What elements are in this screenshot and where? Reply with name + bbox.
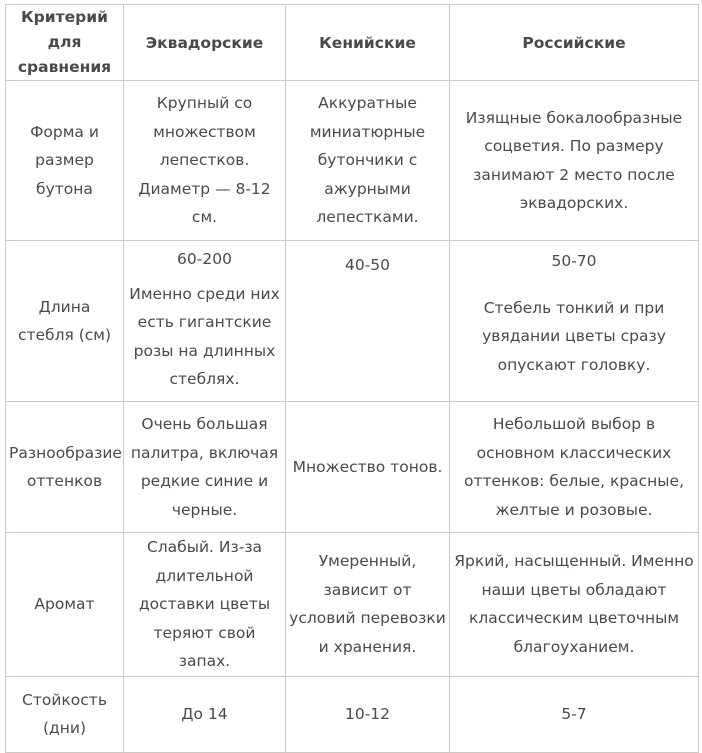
table-row-bud-shape xyxy=(6,81,699,241)
cell-kenya: Множество тонов. xyxy=(286,402,450,533)
comparison-table-wrapper xyxy=(5,4,698,740)
stem-note: Стебель тонкий и при увядании цветы сразу опускают головку. xyxy=(482,298,666,374)
table-row-durability xyxy=(6,676,699,752)
cell-russia: Небольшой выбор в основном классических оттенков: белые, красные, желтые и розовые. xyxy=(450,402,699,533)
cell-ecuador: До 14 xyxy=(124,676,286,752)
cell-ecuador: Крупный со множеством лепестков. Диаметр — 8-12 см. xyxy=(124,81,286,241)
cell-kenya xyxy=(286,241,450,402)
row-label: Стойкость (дни) xyxy=(6,676,124,752)
cell-kenya: Аккуратные миниатюрные бутончики с ажурными лепестками. xyxy=(286,81,450,241)
cell-kenya: 10-12 xyxy=(286,676,450,752)
cell-ecuador: Слабый. Из-за длительной доставки цветы теряют свой запах. xyxy=(124,533,286,677)
row-label: Длина стебля (см) xyxy=(6,241,124,402)
header-kenya: Кенийские xyxy=(286,5,450,81)
cell-russia xyxy=(450,241,699,402)
cell-russia: 5-7 xyxy=(450,676,699,752)
cell-russia: Яркий, насыщенный. Именно наши цветы обладают классическим цветочным благоуханием. xyxy=(450,533,699,677)
cell-ecuador: Очень большая палитра, включая редкие синие и черные. xyxy=(124,402,286,533)
rose-comparison-table xyxy=(5,4,699,753)
header-row xyxy=(6,5,699,81)
table-row-stem-length xyxy=(6,241,699,402)
table-row-color-variety xyxy=(6,402,699,533)
table-row-aroma xyxy=(6,533,699,677)
header-ecuador: Эквадорские xyxy=(124,5,286,81)
row-label: Разнообразие оттенков xyxy=(6,402,124,533)
header-russia: Российские xyxy=(450,5,699,81)
stem-value: 60-200 xyxy=(177,250,232,268)
cell-kenya: Умеренный, зависит от условий перевозки и хранения. xyxy=(286,533,450,677)
row-label: Аромат xyxy=(6,533,124,677)
stem-note: Именно среди них есть гигантские розы на длинных стеблях. xyxy=(129,284,280,388)
row-label: Форма и размер бутона xyxy=(6,81,124,241)
stem-value: 40-50 xyxy=(344,256,391,274)
cell-russia: Изящные бокалообразные соцветия. По размеру занимают 2 место после эквадорских. xyxy=(450,81,699,241)
stem-value: 50-70 xyxy=(551,252,597,270)
header-criterion: Критерий для сравнения xyxy=(6,5,124,81)
cell-ecuador xyxy=(124,241,286,402)
